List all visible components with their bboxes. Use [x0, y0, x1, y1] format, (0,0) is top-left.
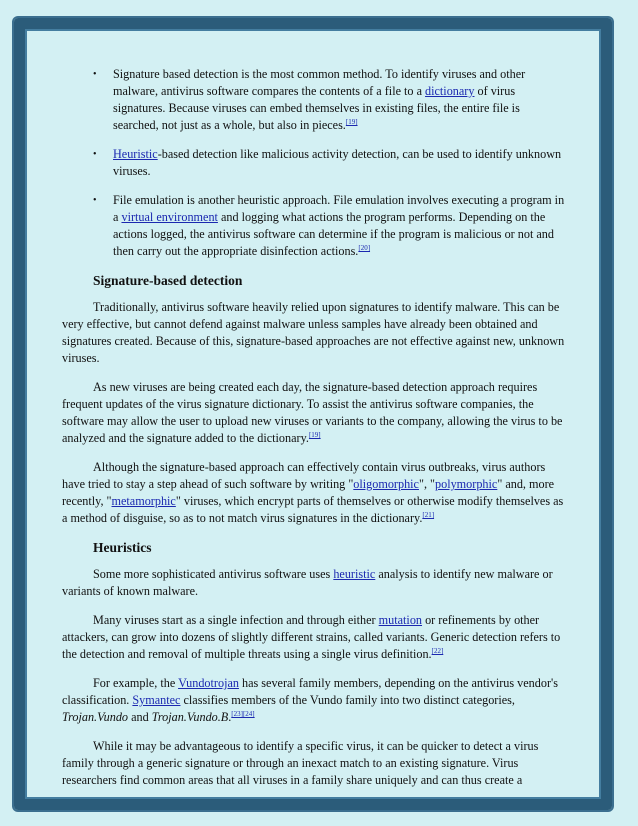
- paragraph-text: .: [228, 710, 232, 724]
- list-item: [75, 66, 565, 134]
- section-heading-heuristics: Heuristics: [93, 540, 152, 555]
- reference-19[interactable]: [19]: [308, 431, 321, 439]
- emphasis-trojan-vundo-b: Trojan.Vundo.B: [151, 710, 229, 724]
- paragraph: [62, 675, 565, 726]
- paragraph-text: " and, more recently, ": [62, 477, 555, 508]
- paragraph-text: or refinements by other attackers, can grow into dozens of slightly different strains, called variants. Generic detection refers to the detection and removal of multiple threats using a single virus definition.: [62, 613, 561, 661]
- paragraph: [62, 566, 565, 600]
- list-item-text: -based detection like malicious activity detection, can be used to identify unknown viruses.: [113, 147, 562, 178]
- paragraph: While it may be advantageous to identify a specific virus, it can be quicker to detect a virus family through a generic signature or through an inexact match to an existing signature. Virus researchers find common areas that all viruses in a family share uniquely and can thus create a: [62, 739, 539, 787]
- paragraph: [62, 612, 565, 663]
- paragraph-text: " viruses, which encrypt parts of themselves or otherwise modify themselves as a method of disguise, so as to not match virus signatures in the dictionary.: [62, 494, 564, 525]
- link-mutation[interactable]: mutation: [378, 613, 423, 627]
- detection-methods-list: [75, 66, 565, 260]
- reference-20[interactable]: [20]: [358, 244, 371, 252]
- paragraph-text: Many viruses start as a single infection and through either: [93, 613, 379, 627]
- section-heading-signature-based: Signature-based detection: [93, 273, 243, 288]
- reference-23[interactable]: [23]: [231, 710, 243, 718]
- paragraph-text: and: [128, 710, 152, 724]
- reference-21[interactable]: [21]: [422, 511, 435, 519]
- paragraph-text: As new viruses are being created each day, the signature-based detection approach requires frequent updates of the virus signature dictionary. To assist the antivirus software companies, the software may allow the user to upload new viruses or variants to the company, allowing the virus to be analyzed and the signature added to the dictionary.: [62, 380, 563, 445]
- paragraph-text: ", ": [418, 477, 436, 491]
- paragraph-text: Some more sophisticated antivirus software uses: [93, 567, 334, 581]
- paragraph-text: has several family members, depending on the antivirus vendor's classification.: [62, 676, 558, 707]
- reference-19[interactable]: [19]: [345, 118, 358, 126]
- paragraph: Traditionally, antivirus software heavily relied upon signatures to identify malware. This can be very effective, but cannot defend against malware unless samples have already been obtained and signatures created. Because of this, signature-based approaches are not effective against new, unknown viruses.: [62, 300, 565, 365]
- list-item-text: and logging what actions the program performs. Depending on the actions logged, the antivirus software can determine if the program is malicious or not and then carry out the appropriate disinfection actions.: [113, 210, 554, 258]
- link-polymorphic[interactable]: polymorphic: [435, 477, 498, 491]
- link-trojan[interactable]: trojan: [210, 676, 239, 690]
- link-heuristic-analysis[interactable]: heuristic: [333, 567, 376, 581]
- paragraph: [62, 459, 565, 527]
- bullet-icon: •: [93, 69, 97, 80]
- link-vundo[interactable]: Vundo: [178, 676, 211, 690]
- paragraph-text: For example, the: [93, 676, 179, 690]
- bullet-icon: •: [93, 195, 97, 206]
- link-metamorphic[interactable]: metamorphic: [111, 494, 176, 508]
- link-virtual-environment[interactable]: virtual environment: [121, 210, 218, 224]
- paragraph-text: classifies members of the Vundo family into two distinct categories,: [180, 693, 515, 707]
- paragraph-text: Although the signature-based approach can effectively contain virus outbreaks, virus authors have tried to stay a step ahead of such software by writing ": [62, 460, 546, 491]
- document-body: [62, 66, 565, 801]
- reference-24[interactable]: [24]: [242, 710, 255, 718]
- list-item: [75, 192, 565, 260]
- link-heuristic[interactable]: Heuristic: [113, 147, 158, 161]
- reference-22[interactable]: [22]: [431, 647, 444, 655]
- list-item-text: Signature based detection is the most common method. To identify viruses and other malware, antivirus software compares the contents of a file to a: [113, 67, 526, 98]
- list-item: [75, 146, 565, 180]
- link-oligomorphic[interactable]: oligomorphic: [353, 477, 419, 491]
- list-item-text: of virus signatures. Because viruses can embed themselves in existing files, the entire file is searched, not just as a whole, but also in pieces.: [113, 84, 520, 132]
- paragraph-text: analysis to identify new malware or variants of known malware.: [62, 567, 553, 598]
- list-item-text: File emulation is another heuristic approach. File emulation involves executing a program in a: [113, 193, 565, 224]
- link-dictionary[interactable]: dictionary: [425, 84, 475, 98]
- emphasis-trojan-vundo: Trojan.Vundo: [62, 710, 129, 724]
- link-symantec[interactable]: Symantec: [132, 693, 181, 707]
- paragraph: [62, 379, 565, 447]
- bullet-icon: •: [93, 149, 97, 160]
